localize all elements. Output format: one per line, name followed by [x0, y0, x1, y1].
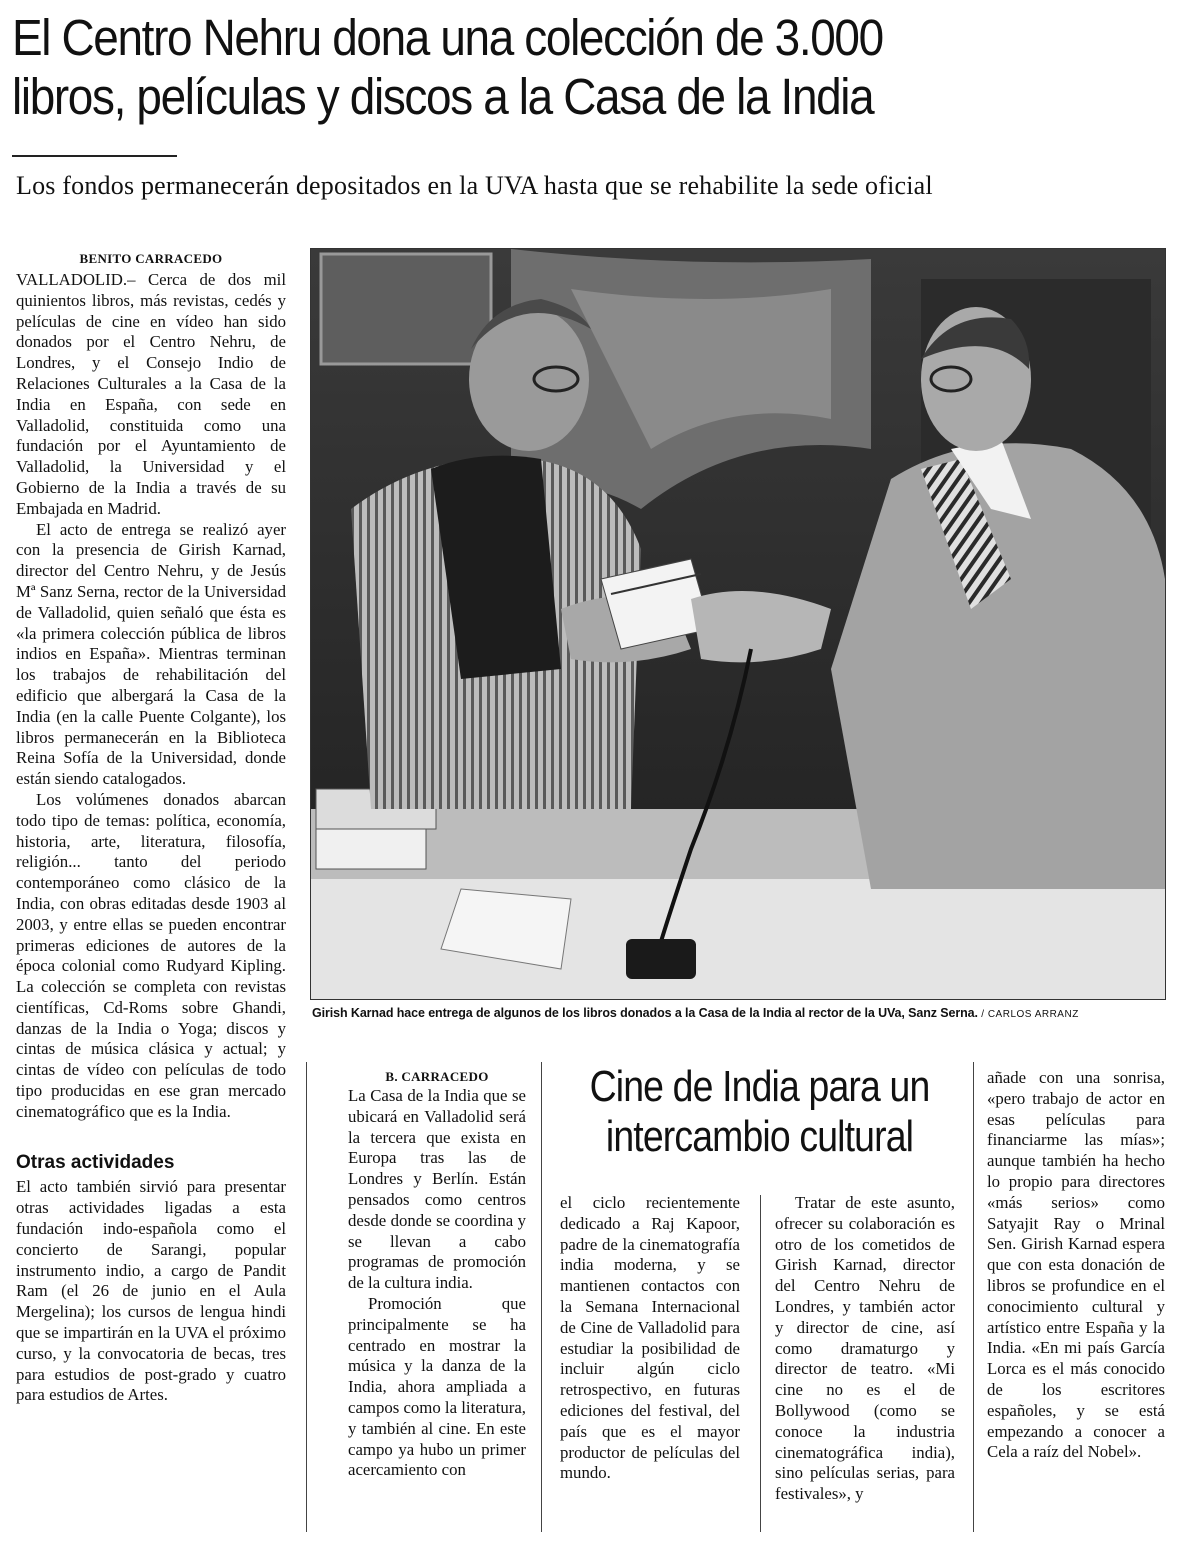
- column-divider: [306, 1062, 307, 1532]
- sidebar-column-1: [348, 1068, 526, 1481]
- photo-credit: / CARLOS ARRANZ: [981, 1009, 1079, 1020]
- sidebar-paragraph: añade con una sonrisa, «pero trabajo de actor en esas películas para financiarme las mías»; aunque también ha hecho lo propio para directores «más serios» como Satyajit Ray o Mrinal Sen. Girish Karnad espera que con esta donación de libros se profundice en el conocimiento cultural y artístico entre España y la India. «En mi país García Lorca es el más conocido de los escritores españoles, y se está empezando a conocer a Cela a raíz del Nobel».: [987, 1068, 1165, 1462]
- caption-text: Girish Karnad hace entrega de algunos de los libros donados a la Casa de la India al rector de la UVa, Sanz Serna.: [312, 1006, 978, 1020]
- photo-illustration: [311, 249, 1165, 999]
- article-paragraph: VALLADOLID.– Cerca de dos mil quinientos libros, más revistas, cedés y películas de cine en vídeo han sido donados por el Centro Nehru, de Londres, y el Consejo Indio de Relaciones Culturales a la Casa de la India en España, con sede en Valladolid, constituida como una fundación por el Ayuntamiento de Valladolid, la Universidad y el Gobierno de la India a través de su Embajada en Madrid.: [16, 270, 286, 518]
- column-divider: [760, 1195, 761, 1532]
- sidebar-column-4: [987, 1068, 1165, 1463]
- section-title: Otras actividades: [16, 1151, 175, 1173]
- photo-caption: [312, 1006, 1079, 1020]
- article-paragraph: Los volúmenes donados abarcan todo tipo de temas: política, economía, historia, arte, literatura, filosofía, religión... tanto del periodo contemporáneo como clásico de la India, con obras editadas desde 1903 al 2003, y entre ellas se pueden encontrar primeras ediciones de autores de la época colonial como Rudyard Kipling. La colección se completa con revistas científicas, Cd-Roms sobre Ghandi, danzas de la India o Yoga; discos y cintas de música clásica y actual; y cintas de vídeo con películas de todo tipo producidas en ese gran mercado cinematográfico que es la India.: [16, 789, 286, 1121]
- main-article-column: [16, 250, 286, 1406]
- sidebar-headline: [583, 1062, 936, 1162]
- sidebar-column-3: [775, 1193, 955, 1505]
- sidebar-byline: B. CARRACEDO: [385, 1069, 489, 1084]
- section-paragraph: El acto también sirvió para presentar otras actividades ligadas a esta fundación indo-española como el concierto de Sarangi, popular instrumento indio, a cargo de Pandit Ram (el 26 de junio en el Aula Mergelina); los cursos de lengua hindi que se impartirán en la UVA el próximo curso, y la convocatoria de becas, tres para estudios de post-grado y cuatro para estudios de Artes.: [16, 1177, 286, 1405]
- sidebar-paragraph: el ciclo recientemente dedicado a Raj Kapoor, padre de la cinematografía india moderna, y se mantienen contactos con la Semana Internacional de Cine de Valladolid para estudiar la posibilidad de incluir algún ciclo retrospectivo, en futuras ediciones del festival, del país que es el mayor productor de películas del mundo.: [560, 1193, 740, 1483]
- subheadline: Los fondos permanecerán depositados en la UVA hasta que se rehabilite la sede oficial: [16, 171, 933, 200]
- sidebar-headline-line-1: Cine de India para un: [589, 1062, 930, 1111]
- byline: BENITO CARRACEDO: [79, 251, 223, 266]
- sidebar-headline-line-2: intercambio cultural: [605, 1112, 914, 1161]
- column-divider: [541, 1062, 542, 1532]
- sidebar-column-2: [560, 1193, 740, 1484]
- headline: [12, 8, 1182, 126]
- sidebar-paragraph: Tratar de este asunto, ofrecer su colaboración es otro de los cometidos de Girish Karnad, director del Centro Nehru de Londres, y también actor y director de cine, así como dramaturgo y director de teatro. «Mi cine no es el de Bollywood (como se conoce la industria cinematográfica india), sino películas serias, para festivales», y: [775, 1193, 955, 1504]
- headline-line-2: libros, películas y discos a la Casa de la India: [12, 68, 874, 125]
- headline-rule: [12, 155, 177, 157]
- article-paragraph: El acto de entrega se realizó ayer con la presencia de Girish Karnad, director del Centro Nehru, y de Jesús Mª Sanz Serna, rector de la Universidad de Valladolid, quien señaló que ésta es «la primera colección pública de libros indios en España». Mientras terminan los trabajos de rehabilitación del edificio que albergará la Casa de la India (en la calle Puente Colgante), los libros permanecerán en la Biblioteca Reina Sofía de la Universidad, donde están siendo catalogados.: [16, 519, 286, 789]
- photo: [310, 248, 1166, 1000]
- headline-line-1: El Centro Nehru dona una colección de 3.000: [12, 9, 883, 66]
- sidebar-paragraph: Promoción que principalmente se ha centrado en mostrar la música y la danza de la India, ahora ampliada a campos como la literatura, y también al cine. En este campo ya hubo un primer acercamiento con: [348, 1293, 526, 1480]
- column-divider: [973, 1062, 974, 1532]
- sidebar-paragraph: La Casa de la India que se ubicará en Valladolid será la tercera que exista en Europa tras las de Londres y Berlín. Están pensados como centros desde donde se coordina y se llevan a cabo programas de promoción de la cultura india.: [348, 1086, 526, 1293]
